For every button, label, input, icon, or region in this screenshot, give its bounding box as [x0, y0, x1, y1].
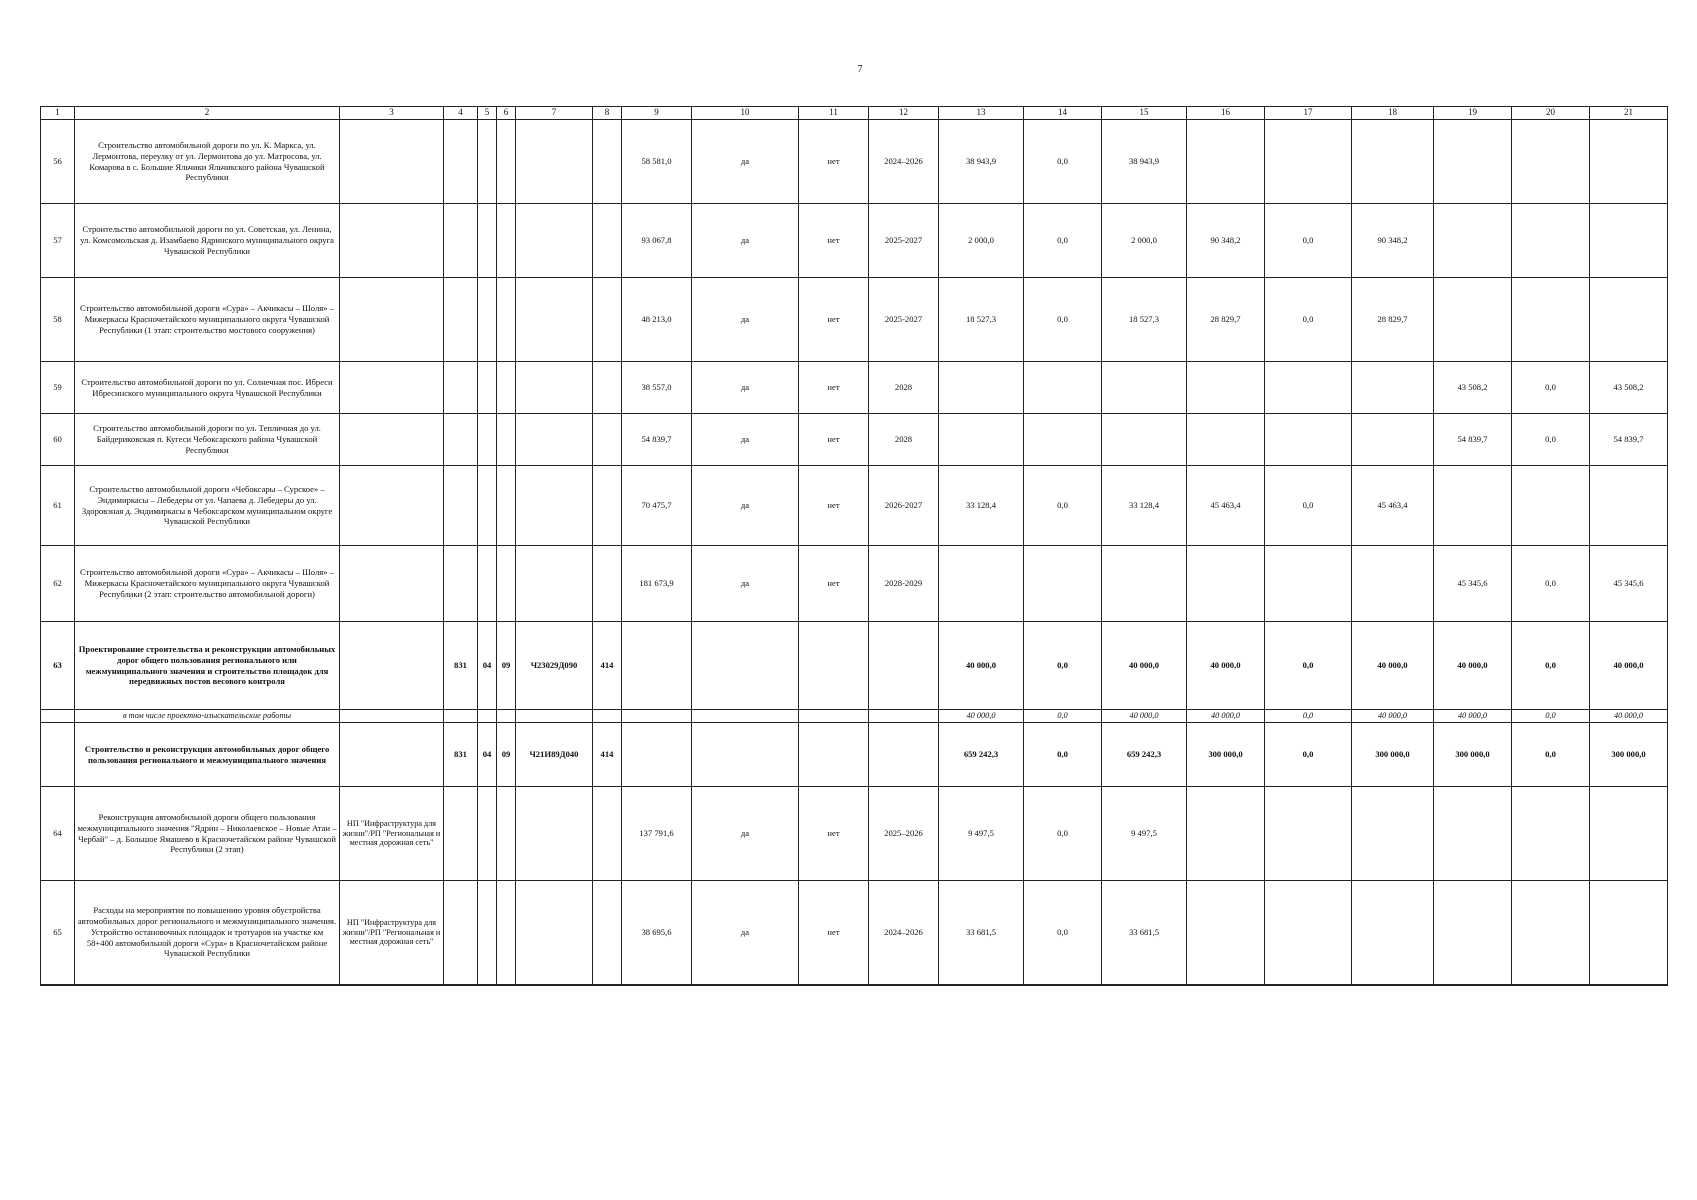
cell-c3: НП "Инфраструктура для жизни"/РП "Региональная и местная дорожная сеть"	[340, 787, 444, 881]
column-header-20: 20	[1512, 107, 1590, 120]
cell-c10	[692, 723, 799, 787]
table-row	[41, 414, 1668, 466]
row-number: 60	[41, 414, 75, 466]
cell-c5	[478, 204, 497, 278]
cell-c10: да	[692, 787, 799, 881]
row-number: 59	[41, 362, 75, 414]
cell-c4	[444, 120, 478, 204]
column-header-row	[41, 107, 1668, 120]
cell-c9: 181 673,9	[622, 546, 692, 622]
cell-c20	[1512, 881, 1590, 985]
cell-c15: 659 242,3	[1102, 723, 1187, 787]
column-header-6: 6	[497, 107, 516, 120]
cell-c18	[1352, 120, 1434, 204]
column-header-14: 14	[1024, 107, 1102, 120]
cell-c16	[1187, 120, 1265, 204]
cell-c16: 300 000,0	[1187, 723, 1265, 787]
cell-c10: да	[692, 278, 799, 362]
cell-c15: 38 943,9	[1102, 120, 1187, 204]
cell-c13: 38 943,9	[939, 120, 1024, 204]
cell-c17	[1265, 362, 1352, 414]
cell-c11: нет	[799, 546, 869, 622]
cell-c12: 2025–2026	[869, 787, 939, 881]
cell-c10: да	[692, 362, 799, 414]
cell-c21: 43 508,2	[1590, 362, 1668, 414]
cell-c12: 2028	[869, 414, 939, 466]
column-header-9: 9	[622, 107, 692, 120]
item-name: Строительство автомобильной дороги по ул. Советская, ул. Ленина, ул. Комсомольская д. Изамбаево Ядринского муниципального округа Чувашской Республики	[75, 204, 340, 278]
cell-c17: 0,0	[1265, 466, 1352, 546]
cell-c16: 28 829,7	[1187, 278, 1265, 362]
cell-c21: 300 000,0	[1590, 723, 1668, 787]
cell-c8	[593, 546, 622, 622]
cell-c10: да	[692, 881, 799, 985]
row-number: 58	[41, 278, 75, 362]
cell-c6	[497, 881, 516, 985]
cell-c13: 40 000,0	[939, 622, 1024, 710]
cell-c16	[1187, 362, 1265, 414]
cell-c16	[1187, 546, 1265, 622]
cell-c11: нет	[799, 466, 869, 546]
cell-c3	[340, 710, 444, 723]
table-body	[41, 120, 1668, 985]
cell-c18: 40 000,0	[1352, 622, 1434, 710]
column-header-16: 16	[1187, 107, 1265, 120]
item-name: Строительство автомобильной дороги «Чебоксары – Сурское» – Эндимиркасы – Лебедеры от ул. Чапаева д. Лебедеры до ул. Здоровэная д. Эндимиркасы в Чебоксарском муниципальном округе Чувашской Республики	[75, 466, 340, 546]
cell-c15: 9 497,5	[1102, 787, 1187, 881]
cell-c19	[1434, 204, 1512, 278]
cell-c19	[1434, 787, 1512, 881]
row-number: 62	[41, 546, 75, 622]
cell-c11: нет	[799, 881, 869, 985]
cell-c4	[444, 710, 478, 723]
cell-c8: 414	[593, 622, 622, 710]
cell-c15: 2 000,0	[1102, 204, 1187, 278]
cell-c13: 18 527,3	[939, 278, 1024, 362]
cell-c17: 0,0	[1265, 723, 1352, 787]
cell-c13	[939, 546, 1024, 622]
cell-c18	[1352, 881, 1434, 985]
cell-c9: 48 213,0	[622, 278, 692, 362]
cell-c18	[1352, 787, 1434, 881]
cell-c5	[478, 278, 497, 362]
table-row	[41, 787, 1668, 881]
column-header-12: 12	[869, 107, 939, 120]
column-header-3: 3	[340, 107, 444, 120]
cell-c5	[478, 120, 497, 204]
cell-c12	[869, 622, 939, 710]
cell-c19	[1434, 120, 1512, 204]
table-row	[41, 120, 1668, 204]
column-header-7: 7	[516, 107, 593, 120]
cell-c4: 831	[444, 723, 478, 787]
table-row	[41, 278, 1668, 362]
column-header-10: 10	[692, 107, 799, 120]
cell-c14: 0,0	[1024, 787, 1102, 881]
cell-c5: 04	[478, 622, 497, 710]
item-name: Строительство автомобильной дороги «Сура» – Акчикасы – Шоля» – Мижеркасы Красночетайского муниципального округа Чувашской Республики (2 этап: строительство автомобильной дороги)	[75, 546, 340, 622]
cell-c13: 40 000,0	[939, 710, 1024, 723]
cell-c9: 93 067,8	[622, 204, 692, 278]
cell-c4	[444, 204, 478, 278]
cell-c7	[516, 120, 593, 204]
row-number	[41, 723, 75, 787]
cell-c13: 659 242,3	[939, 723, 1024, 787]
cell-c19	[1434, 881, 1512, 985]
item-name: Строительство автомобильной дороги по ул. Тепличная до ул. Байдериковская п. Кугеси Чебоксарского района Чувашской Республики	[75, 414, 340, 466]
cell-c14: 0,0	[1024, 723, 1102, 787]
cell-c18	[1352, 362, 1434, 414]
cell-c7	[516, 787, 593, 881]
cell-c20	[1512, 278, 1590, 362]
cell-c18	[1352, 546, 1434, 622]
cell-c4	[444, 278, 478, 362]
cell-c9: 38 557,0	[622, 362, 692, 414]
cell-c11: нет	[799, 278, 869, 362]
column-header-5: 5	[478, 107, 497, 120]
cell-c21	[1590, 466, 1668, 546]
cell-c4	[444, 881, 478, 985]
cell-c18	[1352, 414, 1434, 466]
row-number: 64	[41, 787, 75, 881]
cell-c13: 33 128,4	[939, 466, 1024, 546]
cell-c19: 43 508,2	[1434, 362, 1512, 414]
table-row	[41, 546, 1668, 622]
cell-c5: 04	[478, 723, 497, 787]
column-header-4: 4	[444, 107, 478, 120]
row-number: 65	[41, 881, 75, 985]
cell-c10: да	[692, 120, 799, 204]
cell-c3	[340, 723, 444, 787]
cell-c3	[340, 466, 444, 546]
cell-c15	[1102, 414, 1187, 466]
cell-c12: 2024–2026	[869, 881, 939, 985]
cell-c15: 33 681,5	[1102, 881, 1187, 985]
cell-c11: нет	[799, 204, 869, 278]
cell-c8	[593, 120, 622, 204]
cell-c6: 09	[497, 723, 516, 787]
cell-c21	[1590, 120, 1668, 204]
cell-c16	[1187, 881, 1265, 985]
cell-c20: 0,0	[1512, 546, 1590, 622]
item-name: Строительство автомобильной дороги по ул. Солнечная пос. Ибреси Ибресинского муниципального округа Чувашской Республики	[75, 362, 340, 414]
cell-c8: 414	[593, 723, 622, 787]
cell-c4	[444, 546, 478, 622]
cell-c11	[799, 622, 869, 710]
cell-c10: да	[692, 414, 799, 466]
cell-c21	[1590, 204, 1668, 278]
cell-c6	[497, 362, 516, 414]
table-row	[41, 204, 1668, 278]
cell-c19: 40 000,0	[1434, 710, 1512, 723]
cell-c19	[1434, 466, 1512, 546]
item-name: Расходы на мероприятия по повышению уровня обустройства автомобильных дорог регионального и межмуниципального значения. Устройство остановочных площадок и тротуаров на участке км 58+400 автомобильной дороги «Сура» в Красночетайском районе Чувашской Республики	[75, 881, 340, 985]
cell-c3	[340, 622, 444, 710]
cell-c18: 45 463,4	[1352, 466, 1434, 546]
cell-c7	[516, 546, 593, 622]
cell-c7	[516, 278, 593, 362]
cell-c17: 0,0	[1265, 278, 1352, 362]
cell-c17	[1265, 787, 1352, 881]
cell-c14	[1024, 546, 1102, 622]
cell-c11: нет	[799, 787, 869, 881]
cell-c5	[478, 362, 497, 414]
cell-c17	[1265, 881, 1352, 985]
cell-c7	[516, 362, 593, 414]
cell-c19: 40 000,0	[1434, 622, 1512, 710]
cell-c10	[692, 622, 799, 710]
cell-c21: 45 345,6	[1590, 546, 1668, 622]
cell-c13	[939, 362, 1024, 414]
cell-c8	[593, 710, 622, 723]
cell-c6	[497, 710, 516, 723]
cell-c4	[444, 414, 478, 466]
cell-c19: 54 839,7	[1434, 414, 1512, 466]
cell-c6	[497, 204, 516, 278]
cell-c9	[622, 710, 692, 723]
item-name: Строительство автомобильной дороги по ул. К. Маркса, ул. Лермонтова, переулку от ул. Лермонтова до ул. Матросова, ул. Комарова в с. Большие Яльчики Яльчикского района Чувашской Республики	[75, 120, 340, 204]
cell-c21: 40 000,0	[1590, 622, 1668, 710]
table-row	[41, 881, 1668, 985]
page-number: 7	[857, 64, 863, 75]
cell-c3	[340, 414, 444, 466]
cell-c12	[869, 723, 939, 787]
cell-c9: 58 581,0	[622, 120, 692, 204]
cell-c11: нет	[799, 362, 869, 414]
cell-c19	[1434, 278, 1512, 362]
cell-c16	[1187, 414, 1265, 466]
cell-c8	[593, 278, 622, 362]
cell-c20: 0,0	[1512, 622, 1590, 710]
cell-c12: 2028-2029	[869, 546, 939, 622]
cell-c9: 38 695,6	[622, 881, 692, 985]
cell-c17	[1265, 120, 1352, 204]
row-number: 57	[41, 204, 75, 278]
cell-c21	[1590, 881, 1668, 985]
cell-c4: 831	[444, 622, 478, 710]
cell-c17: 0,0	[1265, 710, 1352, 723]
cell-c8	[593, 204, 622, 278]
cell-c20	[1512, 787, 1590, 881]
cell-c3: НП "Инфраструктура для жизни"/РП "Региональная и местная дорожная сеть"	[340, 881, 444, 985]
table-row	[41, 466, 1668, 546]
cell-c20: 0,0	[1512, 723, 1590, 787]
cell-c17	[1265, 414, 1352, 466]
cell-c5	[478, 710, 497, 723]
cell-c12: 2025-2027	[869, 204, 939, 278]
cell-c7: Ч21И89Д040	[516, 723, 593, 787]
cell-c4	[444, 787, 478, 881]
column-header-15: 15	[1102, 107, 1187, 120]
cell-c3	[340, 278, 444, 362]
cell-c16	[1187, 787, 1265, 881]
cell-c20	[1512, 466, 1590, 546]
cell-c6	[497, 278, 516, 362]
cell-c9: 70 475,7	[622, 466, 692, 546]
cell-c6	[497, 466, 516, 546]
cell-c14: 0,0	[1024, 204, 1102, 278]
cell-c10: да	[692, 204, 799, 278]
cell-c9: 54 839,7	[622, 414, 692, 466]
cell-c4	[444, 466, 478, 546]
cell-c15: 40 000,0	[1102, 622, 1187, 710]
cell-c18: 40 000,0	[1352, 710, 1434, 723]
column-header-8: 8	[593, 107, 622, 120]
cell-c9: 137 791,6	[622, 787, 692, 881]
cell-c16: 90 348,2	[1187, 204, 1265, 278]
cell-c6	[497, 414, 516, 466]
cell-c13: 33 681,5	[939, 881, 1024, 985]
column-header-18: 18	[1352, 107, 1434, 120]
cell-c12	[869, 710, 939, 723]
cell-c15: 40 000,0	[1102, 710, 1187, 723]
cell-c16: 40 000,0	[1187, 710, 1265, 723]
item-name: Реконструкция автомобильной дороги общего пользования межмуниципального значения "Ядрин – Николаевское – Новые Атаи – Чербай" – д. Большое Ямашево в Красночетайском районе Чувашской Республики (2 этап)	[75, 787, 340, 881]
cell-c12: 2026-2027	[869, 466, 939, 546]
cell-c14	[1024, 414, 1102, 466]
cell-c7	[516, 204, 593, 278]
cell-c15	[1102, 546, 1187, 622]
column-header-21: 21	[1590, 107, 1668, 120]
table-row	[41, 622, 1668, 710]
cell-c13: 2 000,0	[939, 204, 1024, 278]
item-name: Проектирование строительства и реконструкции автомобильных дорог общего пользования регионального или межмуниципального значения и строительство площадок для передвижных постов весового контроля	[75, 622, 340, 710]
cell-c3	[340, 362, 444, 414]
row-number: 61	[41, 466, 75, 546]
cell-c19: 300 000,0	[1434, 723, 1512, 787]
cell-c3	[340, 204, 444, 278]
cell-c3	[340, 120, 444, 204]
cell-c7	[516, 881, 593, 985]
cell-c6	[497, 546, 516, 622]
cell-c8	[593, 362, 622, 414]
cell-c20: 0,0	[1512, 414, 1590, 466]
cell-c18: 28 829,7	[1352, 278, 1434, 362]
cell-c21: 40 000,0	[1590, 710, 1668, 723]
cell-c14: 0,0	[1024, 278, 1102, 362]
cell-c17: 0,0	[1265, 204, 1352, 278]
cell-c8	[593, 414, 622, 466]
cell-c5	[478, 787, 497, 881]
table-row	[41, 723, 1668, 787]
cell-c11: нет	[799, 414, 869, 466]
cell-c9	[622, 723, 692, 787]
row-number: 56	[41, 120, 75, 204]
cell-c11: нет	[799, 120, 869, 204]
row-number: 63	[41, 622, 75, 710]
cell-c21: 54 839,7	[1590, 414, 1668, 466]
item-name: Строительство автомобильной дороги «Сура» – Акчикасы – Шоля» – Мижеркасы Красночетайского муниципального округа Чувашской Республики (1 этап: строительство мостового сооружения)	[75, 278, 340, 362]
column-header-11: 11	[799, 107, 869, 120]
cell-c14	[1024, 362, 1102, 414]
cell-c7	[516, 710, 593, 723]
cell-c19: 45 345,6	[1434, 546, 1512, 622]
cell-c13	[939, 414, 1024, 466]
cell-c8	[593, 466, 622, 546]
cell-c8	[593, 881, 622, 985]
cell-c12: 2024–2026	[869, 120, 939, 204]
cell-c3	[340, 546, 444, 622]
table-row	[41, 710, 1668, 723]
budget-table	[40, 106, 1668, 986]
cell-c9	[622, 622, 692, 710]
cell-c12: 2025-2027	[869, 278, 939, 362]
cell-c7	[516, 466, 593, 546]
cell-c4	[444, 362, 478, 414]
column-header-13: 13	[939, 107, 1024, 120]
item-name: в том числе проектно-изыскательские работы	[75, 710, 340, 723]
cell-c16: 40 000,0	[1187, 622, 1265, 710]
cell-c15	[1102, 362, 1187, 414]
cell-c6: 09	[497, 622, 516, 710]
cell-c5	[478, 466, 497, 546]
cell-c6	[497, 120, 516, 204]
cell-c5	[478, 414, 497, 466]
cell-c17: 0,0	[1265, 622, 1352, 710]
cell-c20	[1512, 120, 1590, 204]
column-header-17: 17	[1265, 107, 1352, 120]
cell-c7	[516, 414, 593, 466]
cell-c11	[799, 710, 869, 723]
cell-c16: 45 463,4	[1187, 466, 1265, 546]
cell-c17	[1265, 546, 1352, 622]
cell-c14: 0,0	[1024, 466, 1102, 546]
table-row	[41, 362, 1668, 414]
cell-c14: 0,0	[1024, 622, 1102, 710]
column-header-2: 2	[75, 107, 340, 120]
cell-c14: 0,0	[1024, 710, 1102, 723]
cell-c21	[1590, 278, 1668, 362]
cell-c14: 0,0	[1024, 120, 1102, 204]
cell-c15: 33 128,4	[1102, 466, 1187, 546]
column-header-19: 19	[1434, 107, 1512, 120]
cell-c10	[692, 710, 799, 723]
cell-c21	[1590, 787, 1668, 881]
cell-c20	[1512, 204, 1590, 278]
cell-c5	[478, 881, 497, 985]
item-name: Строительство и реконструкция автомобильных дорог общего пользования регионального и межмуниципального значения	[75, 723, 340, 787]
row-number	[41, 710, 75, 723]
cell-c20: 0,0	[1512, 362, 1590, 414]
cell-c18: 90 348,2	[1352, 204, 1434, 278]
cell-c8	[593, 787, 622, 881]
column-header-1: 1	[41, 107, 75, 120]
cell-c13: 9 497,5	[939, 787, 1024, 881]
cell-c11	[799, 723, 869, 787]
cell-c10: да	[692, 546, 799, 622]
cell-c10: да	[692, 466, 799, 546]
cell-c6	[497, 787, 516, 881]
cell-c20: 0,0	[1512, 710, 1590, 723]
cell-c15: 18 527,3	[1102, 278, 1187, 362]
cell-c14: 0,0	[1024, 881, 1102, 985]
cell-c12: 2028	[869, 362, 939, 414]
cell-c7: Ч23029Д090	[516, 622, 593, 710]
cell-c5	[478, 546, 497, 622]
cell-c18: 300 000,0	[1352, 723, 1434, 787]
